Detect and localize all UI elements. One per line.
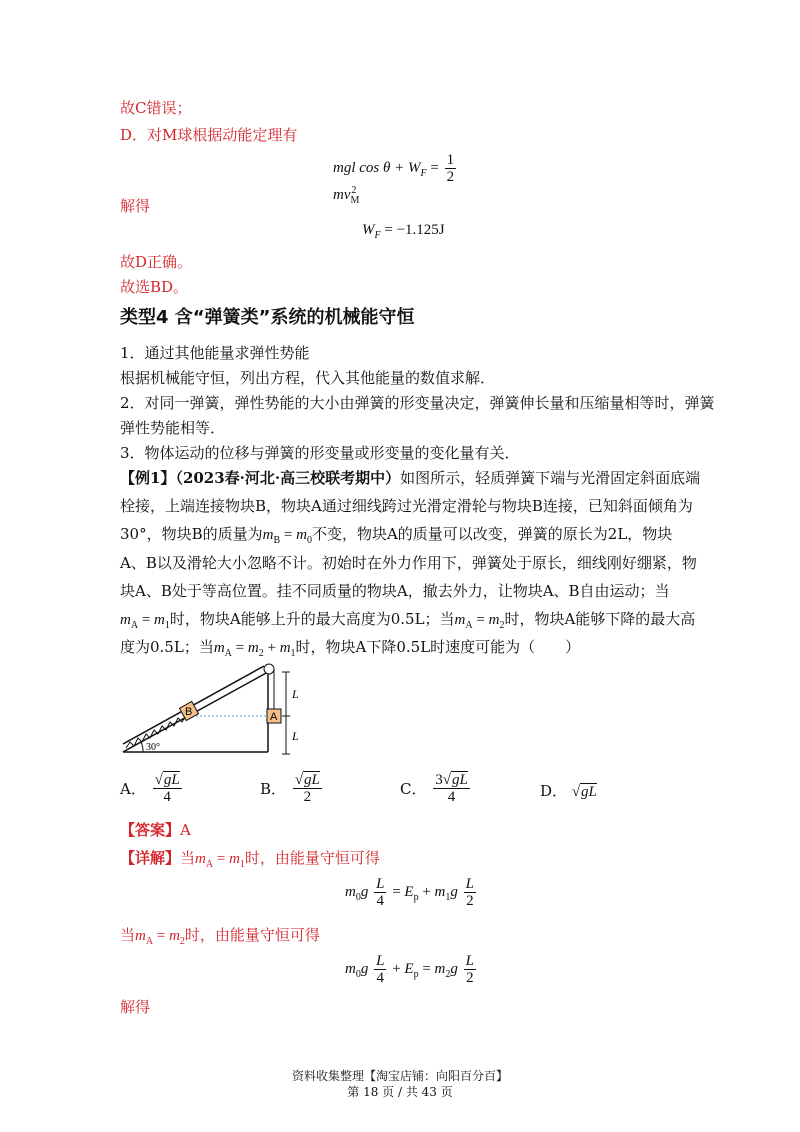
option-a[interactable]: A． $\frac{√gL}{4}$ xyxy=(120,772,180,805)
block-a-label: A xyxy=(270,711,278,723)
final-choice-text: 故选BD。 xyxy=(120,278,189,296)
option-d-analysis: D．对M球根据动能定理有 xyxy=(120,126,298,144)
angle-label: 30° xyxy=(146,742,160,753)
option-c[interactable]: C． $\frac{3√gL}{4}$ xyxy=(400,772,468,805)
point-2-cont: 弹性势能相等． xyxy=(120,419,226,437)
solve-text-1: 解得 xyxy=(120,197,151,215)
length-label-top: L xyxy=(292,687,299,701)
option-b[interactable]: B． $\frac{√gL}{2}$ xyxy=(260,772,320,805)
math-mA-m2: $m_A = m_2$ xyxy=(454,612,505,631)
footer-source: 资料收集整理【淘宝店铺：向阳百分百】 xyxy=(291,1069,508,1083)
section-title: 类型4 含“弹簧类”系统的机械能守恒 xyxy=(120,307,415,328)
answer-line: 【答案】A xyxy=(120,821,191,839)
example-line-6: $m_A = m_1$时，物块A能够上升的最大高度为0.5L；当$m_A = m_2$时，物块A能够下降的最大高 xyxy=(120,610,696,631)
math-mA-m2-plus-m1: $m_A = m_2 + m_1$ xyxy=(213,640,296,659)
block-b-label: B xyxy=(185,706,193,718)
example-label: 【例1】 xyxy=(120,469,176,487)
example-source: （2023春·河北·高三校联考期中） xyxy=(175,469,401,487)
detail-line-1: 【详解】当$m_A = m_1$时，由能量守恒可得 xyxy=(120,849,380,870)
point-1: 1．通过其他能量求弹性势能 xyxy=(120,344,310,362)
length-label-bottom: L xyxy=(292,729,299,743)
footer-page-number: 第 18 页 / 共 43 页 xyxy=(347,1085,453,1099)
equation-energy-2: $m_0g$ $\frac{L}{4}$ + $E_p = m_2g$ $\frac{L}{2}$ xyxy=(345,953,474,986)
point-2: 2．对同一弹簧，弹性势能的大小由弹簧的形变量决定，弹簧伸长量和压缩量相等时，弹簧 xyxy=(120,394,715,412)
example-line-3: 30°，物块B的质量为$m_B = m_0$不变，物块A的质量可以改变，弹簧的原长为2L，物块 xyxy=(120,525,673,546)
equation-energy-1: $m_0g$ $\frac{L}{4}$ = $E_p + m_1g$ $\frac{L}{2}$ xyxy=(345,876,474,909)
option-d[interactable]: D． √gL xyxy=(540,782,597,800)
example-line-7: 度为0.5L；当$m_A = m_2 + m_1$时，物块A下降0.5L时速度可能为（ ） xyxy=(120,638,581,659)
math-mA-m1: $m_A = m_1$ xyxy=(120,612,170,631)
example-line-4: A、B以及滑轮大小忽略不计。初始时在外力作用下，弹簧处于原长，细线刚好绷紧，物 xyxy=(120,554,697,572)
d-correct-text: 故D正确。 xyxy=(120,253,193,271)
pulley xyxy=(264,664,274,674)
c-wrong-text: 故C错误； xyxy=(120,99,192,117)
math-detail-mA-m2: $m_A = m_2$ xyxy=(135,928,185,947)
incline-spring-figure xyxy=(118,662,308,762)
math-mB-m0: $m_B = m_0$ xyxy=(262,527,312,546)
example-line-1: 【例1】（2023春·河北·高三校联考期中）如图所示，轻质弹簧下端与光滑固定斜面底端 xyxy=(120,469,701,487)
solve-text-2: 解得 xyxy=(120,998,151,1016)
point-3: 3．物体运动的位移与弹簧的形变量或形变量的变化量有关． xyxy=(120,444,520,462)
example-line-2: 栓接，上端连接物块B，物块A通过细线跨过光滑定滑轮与物块B连接，已知斜面倾角为 xyxy=(120,497,693,515)
point-1-detail: 根据机械能守恒，列出方程，代入其他能量的数值求解． xyxy=(120,369,496,387)
detail-line-2: 当$m_A = m_2$时，由能量守恒可得 xyxy=(120,926,320,947)
equation-work-result: $W_F = -1.125J$ xyxy=(362,222,445,241)
math-detail-mA-m1: $m_A = m_1$ xyxy=(195,851,245,870)
example-line-5: 块A、B处于等高位置。挂不同质量的物块A，撤去外力，让物块A、B自由运动；当 xyxy=(120,582,670,600)
equation-kinetic-energy: mgl $\cos \theta + W_F$ = $\frac{1}{2}$ $mv_M^2$ xyxy=(333,152,455,206)
